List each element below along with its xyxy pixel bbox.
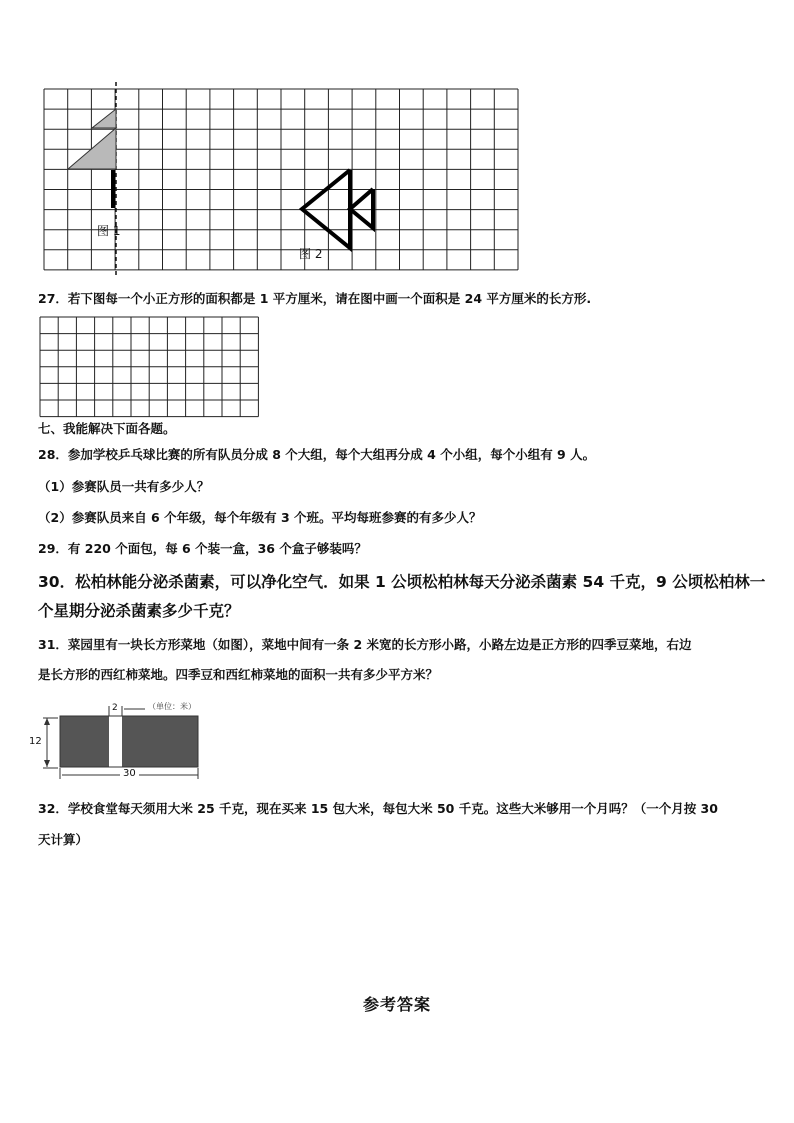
path-strip: [109, 716, 122, 767]
figure2-label: 图 2: [299, 247, 323, 261]
section-heading: 七、我能解决下面各题。: [38, 421, 176, 436]
question-28: 28．参加学校乒乓球比赛的所有队员分成 8 个大组，每个大组再分成 4 个小组，每个小组有 9 人。: [38, 447, 596, 462]
dimension-width: 30: [120, 768, 139, 779]
question-28-sub2: （2）参赛队员来自 6 个年级，每个年级有 3 个班。平均每班参赛的有多少人？: [38, 510, 482, 525]
dimension-path-width: 2: [112, 703, 118, 713]
question-32-line2: 天计算）: [38, 832, 89, 847]
question-31-line2: 是长方形的西红柿菜地。四季豆和西红柿菜地的面积一共有多少平方米？: [38, 667, 439, 682]
answer-key-title: 参考答案: [362, 995, 431, 1014]
question-30-line2: 个星期分泌杀菌素多少千克？: [38, 602, 240, 620]
dimension-height: 12: [29, 736, 42, 747]
question-29: 29．有 220 个面包，每 6 个装一盒，36 个盒子够装吗？: [38, 541, 367, 556]
unit-note: （单位：米）: [148, 702, 196, 711]
question-31-line1: 31．菜园里有一块长方形菜地（如图），菜地中间有一条 2 米宽的长方形小路，小路左边是正方形的四季豆菜地，右边: [38, 637, 692, 652]
figure1-label: 图 1: [97, 224, 121, 238]
question-28-sub1: （1）参赛队员一共有多少人？: [38, 479, 210, 494]
bean-plot: [60, 716, 109, 767]
question-30-line1: 30．松柏林能分泌杀菌素，可以净化空气．如果 1 公顷松柏林每天分泌杀菌素 54 千克，9 公顷松柏林一: [38, 573, 766, 591]
question-32-line1: 32．学校食堂每天须用大米 25 千克，现在买来 15 包大米，每包大米 50 千克。这些大米够用一个月吗？（一个月按 30: [38, 801, 718, 816]
question-27: 27．若下图每一个小正方形的面积都是 1 平方厘米，请在图中画一个面积是 24 平方厘米的长方形.: [38, 291, 592, 306]
tomato-plot: [122, 716, 198, 767]
